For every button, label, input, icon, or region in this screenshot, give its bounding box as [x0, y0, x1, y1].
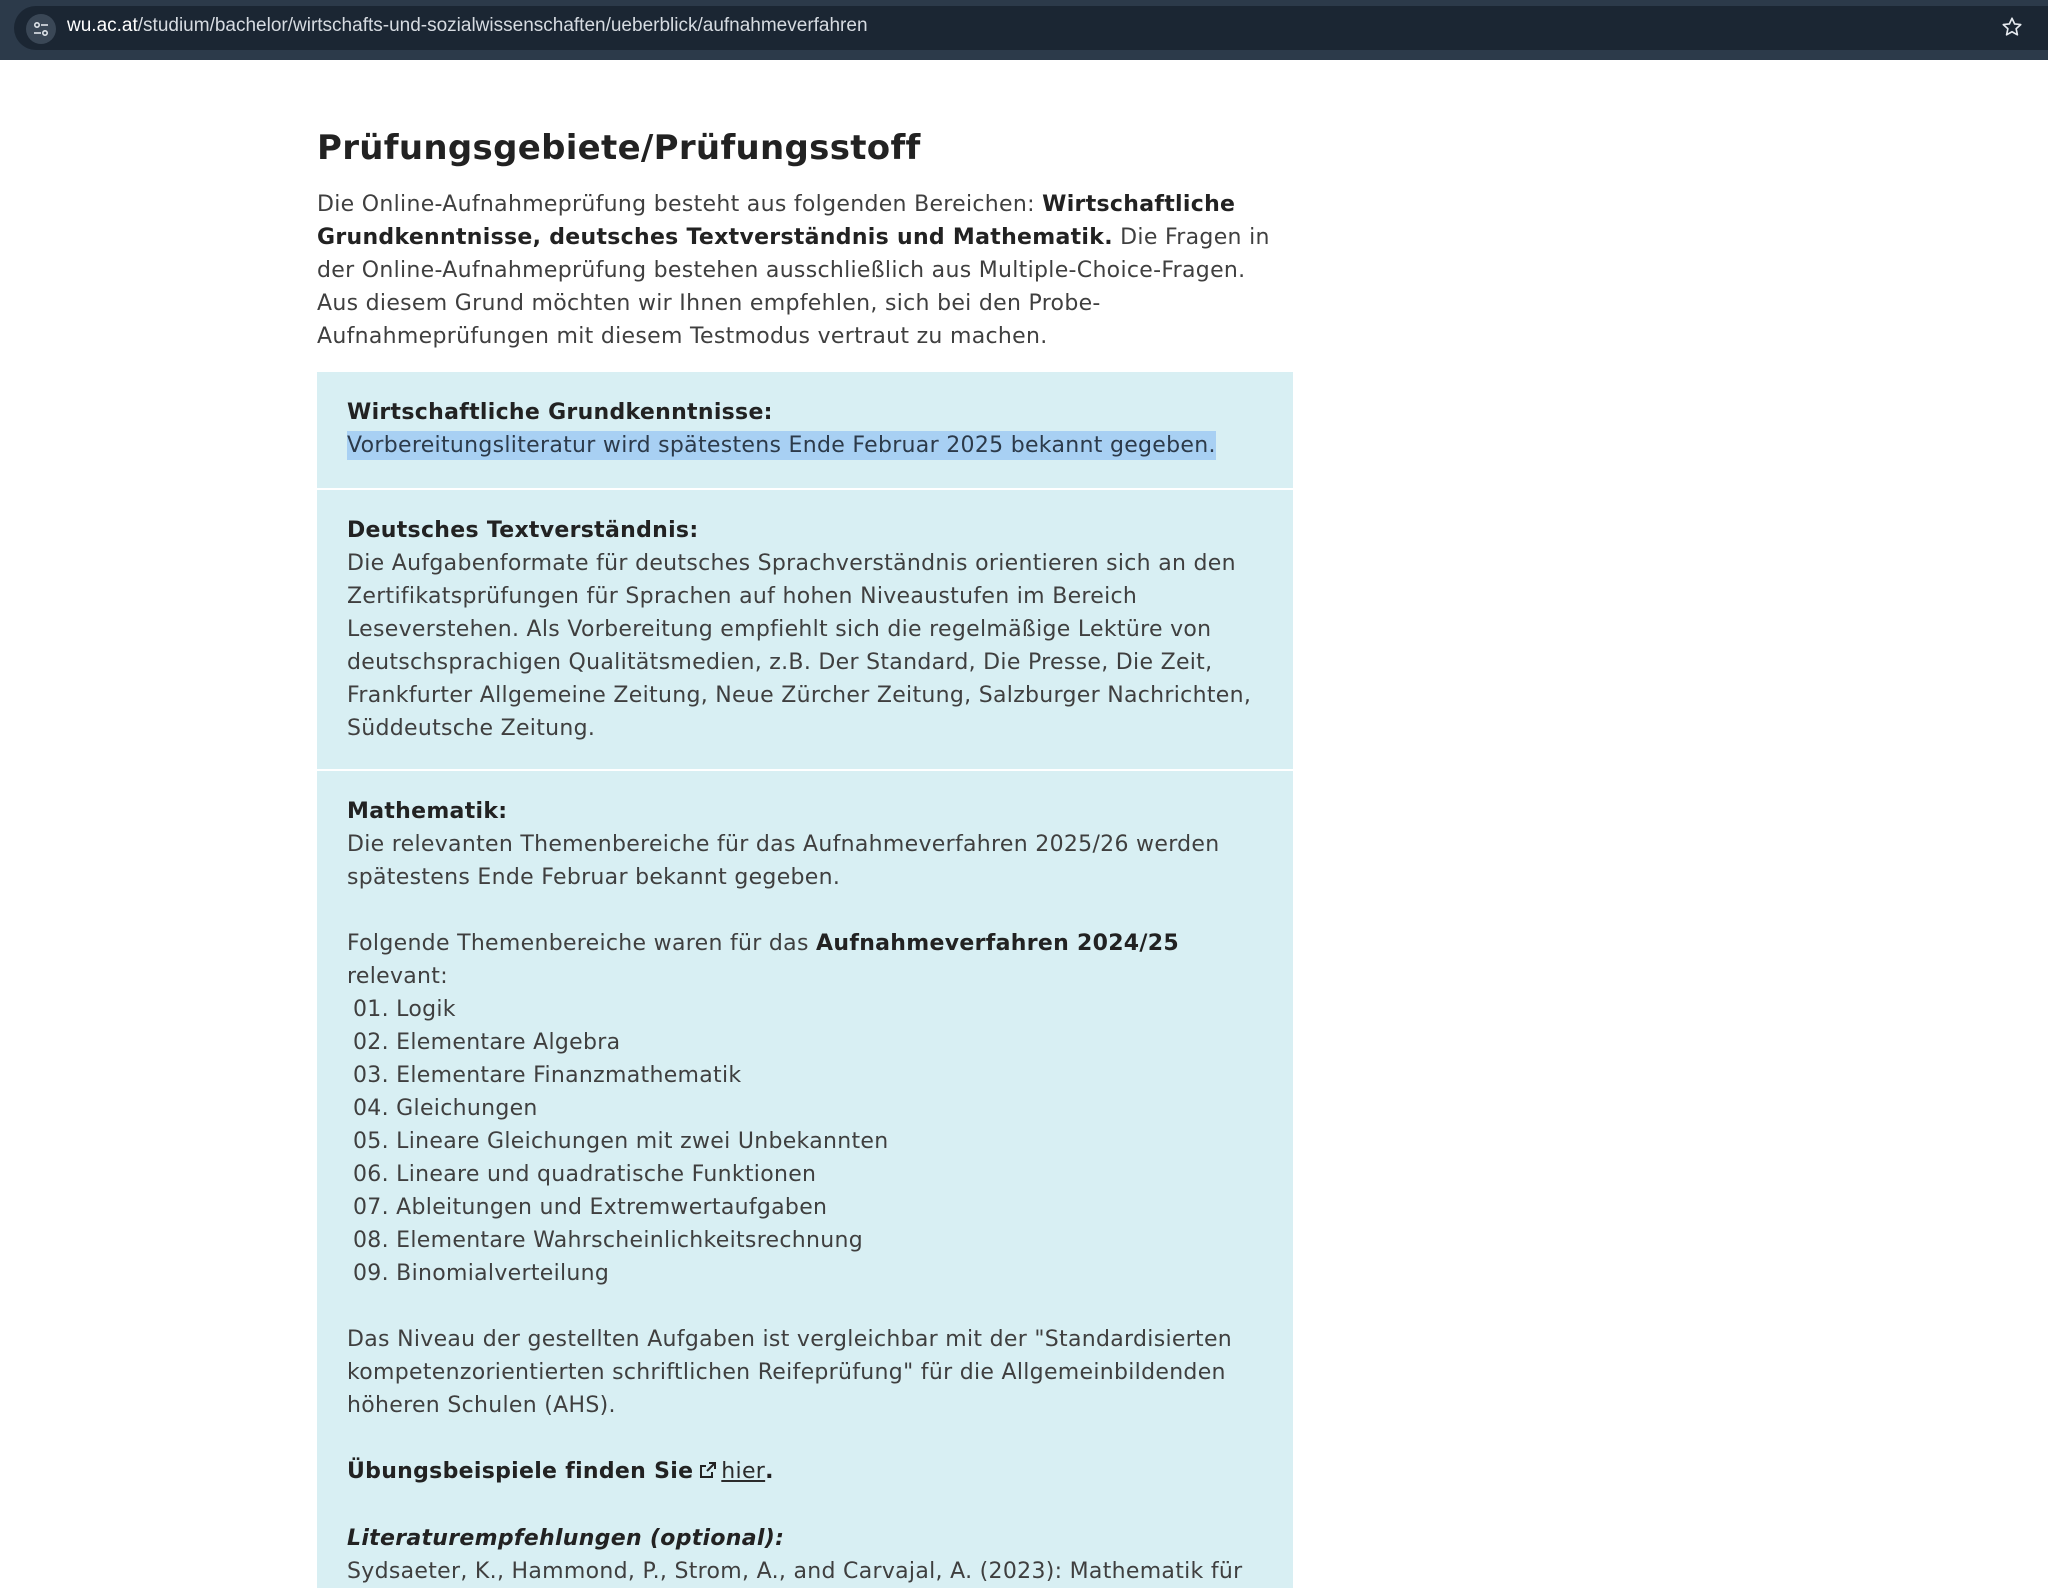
section-text: Die relevanten Themenbereiche für das Aufnahmeverfahren 2025/26 werden spätestens Ende Februar bekannt gegeben.: [347, 832, 1220, 890]
page-title: Prüfungsgebiete/Prüfungsstoff: [317, 128, 921, 168]
niveau-text: Das Niveau der gestellten Aufgaben ist vergleichbar mit der "Standardisierten kompetenzorientierten schriftlichen Reifeprüfung" für die Allgemeinbildenden höheren Schulen (AHS).: [347, 1327, 1233, 1418]
url-path: /studium/bachelor/wirtschafts-und-sozialwissenschaften/ueberblick/aufnahmeverfahren: [137, 15, 868, 36]
section-heading: Mathematik:: [347, 799, 508, 824]
site-info-icon[interactable]: [26, 14, 56, 44]
selected-text: Vorbereitungsliteratur wird spätestens Ende Februar 2025 bekannt gegeben.: [347, 433, 1216, 458]
section-heading: Deutsches Textverständnis:: [347, 518, 699, 543]
main-content: [317, 120, 1293, 353]
browser-toolbar: [0, 0, 2048, 60]
intro-text: Die Online-Aufnahmeprüfung besteht aus folgenden Bereichen:: [317, 192, 1043, 217]
external-link-icon: [699, 1456, 717, 1489]
section-wirtschaft: [317, 372, 1293, 488]
url-host: wu.ac.at: [67, 15, 138, 36]
list-item: 05. Lineare Gleichungen mit zwei Unbekannten: [353, 1129, 889, 1154]
list-item: 04. Gleichungen: [353, 1096, 538, 1121]
list-item: 03. Elementare Finanzmathematik: [353, 1063, 742, 1088]
section-deutsch: [317, 490, 1293, 769]
section-text-2: Folgende Themenbereiche waren für das Aufnahmeverfahren 2024/25 relevant:: [347, 931, 1179, 989]
list-item: 01. Logik: [353, 997, 456, 1022]
bookmark-star-icon[interactable]: [1999, 14, 2025, 40]
list-item: 09. Binomialverteilung: [353, 1261, 610, 1286]
section-heading: Wirtschaftliche Grundkenntnisse:: [347, 400, 773, 425]
list-item: 02. Elementare Algebra: [353, 1030, 621, 1055]
section-text: Die Aufgabenformate für deutsches Sprachverständnis orientieren sich an den Zertifikatsprüfungen für Sprachen auf hohen Niveaustufen im Bereich Leseverstehen. Als Vorbereitung empfiehlt sich die regelmäßige Lektüre von deutschsprachigen Qualitätsmedien, z.B. Der Standard, Die Presse, Die Zeit, Frankfurter Allgemeine Zeitung, Neue Zürcher Zeitung, Salzburger Nachrichten, Süddeutsche Zeitung.: [347, 551, 1252, 741]
list-item: 06. Lineare und quadratische Funktionen: [353, 1162, 817, 1187]
hier-link[interactable]: hier: [721, 1459, 766, 1484]
uebung-line: Übungsbeispiele finden Sie hier.: [347, 1455, 1263, 1489]
section-mathe: [317, 771, 1293, 1588]
intro-paragraph: [317, 188, 1293, 353]
literature-heading: Literaturempfehlungen (optional):: [347, 1525, 785, 1551]
literature-text: Sydsaeter, K., Hammond, P., Strom, A., and Carvajal, A. (2023): Mathematik für: [347, 1558, 1243, 1584]
intro-text-2: Die Fragen in der Online-Aufnahmeprüfung bestehen ausschließlich aus Multiple-Choice-Fragen. Aus diesem Grund möchten wir Ihnen empfehlen, sich bei den Probe-Aufnahmeprüfungen mit diesem Testmodus vertraut zu machen.: [317, 225, 1270, 349]
list-item: 07. Ableitungen und Extremwertaufgaben: [353, 1195, 828, 1220]
intro-bold: Wirtschaftliche Grundkenntnisse, deutsches Textverständnis und Mathematik.: [317, 192, 1236, 250]
list-item: 08. Elementare Wahrscheinlichkeitsrechnung: [353, 1228, 864, 1253]
url-text[interactable]: [67, 15, 868, 37]
section-text: [347, 429, 1263, 462]
